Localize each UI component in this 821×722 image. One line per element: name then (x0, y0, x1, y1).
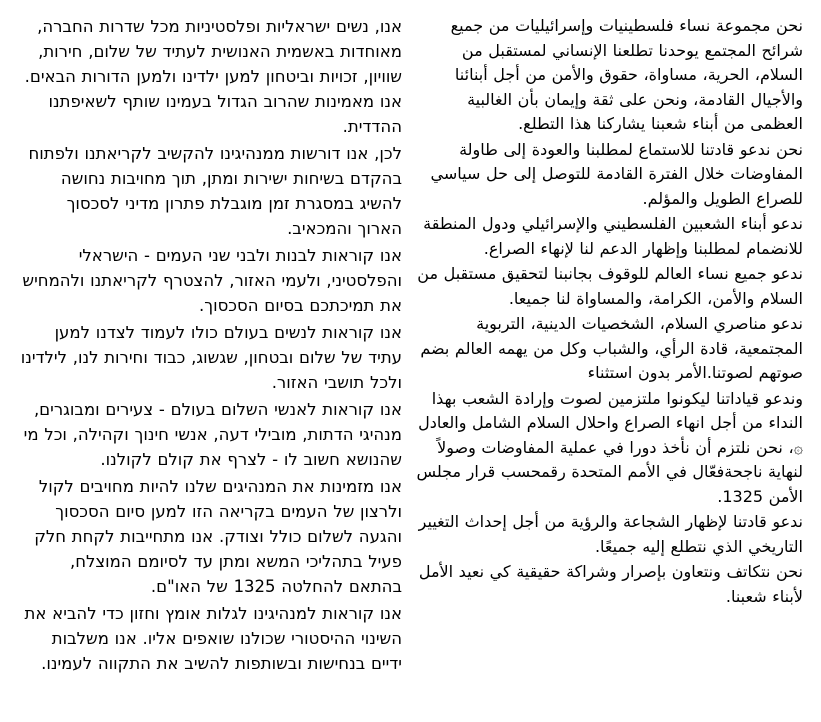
paragraph: ندعو مناصري السلام، الشخصيات الدينية، التربوية المجتمعية، قادة الرأي، والشباب وكل من يهمه العالم بضم صوتهم لصوتنا.الأمر بدون استثناء (414, 314, 803, 382)
paragraph: نحن مجموعة نساء فلسطينيات وإسرائيليات من جميع شرائح المجتمع يوحدنا تطلعنا الإنساني لمستقبل من السلام، الحرية، مساواة، حقوق والأمن من أجل أبنائنا والأجيال القادمة، ونحن على ثقة وإيمان بأن الغالبية العظمى من أبناء شعبنا يشاركنا هذا التطلع. (445, 16, 803, 133)
paragraph: אנו קוראות לאנשי השלום בעולם - צעירים ומבוגרים, מנהיגי הדתות, מובילי דעה, אנשי חינוך וקהילה, וכל מי שהנושא חשוב לו - לצרף את קולם לקולנו. (17, 400, 402, 469)
paragraph: לכן, אנו דורשות ממנהיגינו להקשיב לקריאתנו ולפתוח בהקדם בשיחות ישירות ומתן, תוך מחויבות נחושה להשיג במסגרת זמן מוגבלת פתרון מדיני לסכסוך הארוך והמכאיב. (22, 144, 402, 238)
paragraph: אנו מזמינות את המנהיגים שלנו להיות מחויבים לקול ולרצון של העמים בקריאה הזו למען סיום הסכסוך והגעה לשלום כולל וצודק. אנו מתחייבות לקחת חלק פעיל בתהליכי המשא ומתן עד לסיומם המוצלח, בהתאם להחלטה 1325 של האו"ם. (28, 477, 402, 596)
arabic-text-column (411, 14, 807, 610)
paragraph: אנו קוראות לנשים בעולם כולו לעמוד לצדנו למען עתיד של שלום ובטחון, שגשוג, כבוד וחירות לנו, לילדינו ולכל תושבי האזור. (15, 323, 402, 392)
paragraph: نحن نتكاتف ونتعاون بإصرار وشراكة حقيقية كي نعيد الأمل لأبناء شعبنا. (413, 562, 803, 606)
paragraph: وندعو قياداتنا ليكونوا ملتزمين لصوت وإرادة الشعب بهذا النداء من أجل انهاء الصراع واحلال السلام الشامل والعادل ۞، نحن نلتزم أن نأخذ دورا في عملية المفاوضات وصولاً لنهاية ناجحةفعّال في الأمم المتحدة رقمحسب قرار مجلس الأمن 1325. (410, 388, 803, 506)
paragraph: אנו קוראות לבנות ולבני שני העמים - הישראלי והפלסטיני, ולעמי האזור, להצטרף לקריאתנו ולהמחיש את תמיכתכם בסיום הסכסוך. (16, 246, 402, 315)
paragraph: אנו, נשים ישראליות ופלסטיניות מכל שדרות החברה, מאוחדות באשמית האנושית לעתיד של שלום, חירות, שוויון, זכויות וביטחון למען ילדינו ולמען הדורות הבאים. אנו מאמינות שהרוב הגדול בעמינו שותף לשאיפתנו ההדדית. (18, 17, 402, 136)
paragraph: نحن ندعو قادتنا للاستماع لمطلبنا والعودة إلى طاولة المفاوضات خلال الفترة القادمة للتوصل إلى حل سياسي للصراع الطويل والمؤلم. (424, 139, 803, 208)
paragraph: ندعو قادتنا لإظهار الشجاعة والرؤية من أجل إحداث التغيير التاريخي الذي نتطلع إليه جميعًا. (413, 512, 803, 556)
paragraph: ندعو جميع نساء العالم للوقوف بجانبنا لتحقيق مستقبل من السلام والأمن، الكرامة، والمساواة لنا جميعا. (411, 264, 803, 308)
paragraph: אנו קוראות למנהיגינו לגלות אומץ וחזון כדי להביא את השינוי ההיסטורי שכולנו שואפים אליו. אנו משלבות ידיים בנחישות ובשותפות להשיב את התקווה לעמינו. (18, 604, 402, 673)
paragraph: ندعو أبناء الشعبين الفلسطيني والإسرائيلي ودول المنطقة للانضمام لمطلبنا وإظهار الدعم لنا لإنهاء الصراع. (417, 214, 803, 258)
hebrew-text-column (14, 14, 402, 678)
